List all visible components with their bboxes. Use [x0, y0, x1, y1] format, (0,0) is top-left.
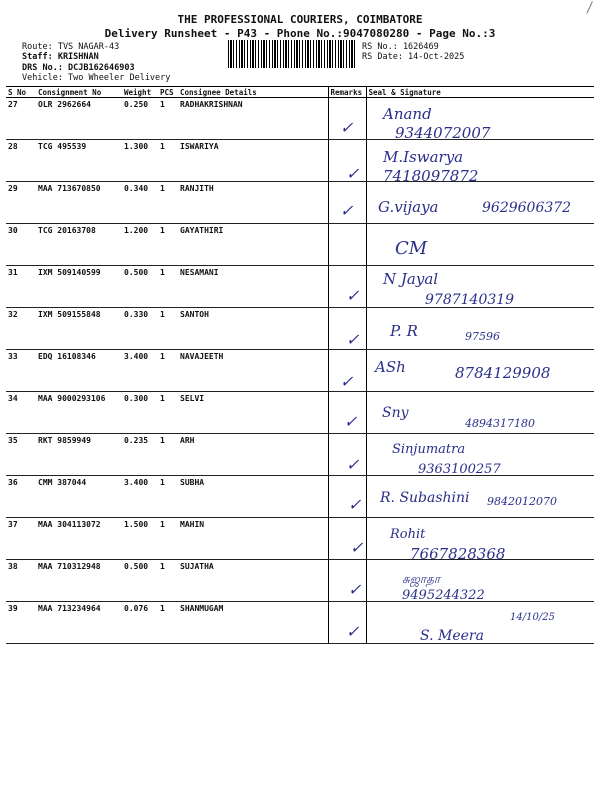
handwriting: Rohit — [390, 527, 426, 542]
weight-value: 0.500 — [122, 266, 158, 308]
weight-value: 0.235 — [122, 434, 158, 476]
company-name: THE PROFESSIONAL COURIERS, COIMBATORE — [177, 13, 423, 26]
tick-mark: ✓ — [348, 495, 362, 514]
consignee-name: SUJATHA — [178, 560, 328, 602]
rs-date: RS Date: 14-Oct-2025 — [362, 52, 465, 62]
tick-mark: ✓ — [346, 455, 360, 474]
weight-value: 1.500 — [122, 518, 158, 560]
handwriting: 97596 — [465, 330, 500, 343]
handwriting: 7418097872 — [383, 167, 479, 185]
col-consignee: Consignee Details — [178, 87, 328, 98]
consignment-number: RKT 9859949 — [36, 434, 122, 476]
consignment-number: MAA 713670850 — [36, 182, 122, 224]
handwriting: ASh — [375, 358, 406, 376]
tick-mark: ✓ — [348, 580, 362, 599]
table-row — [6, 308, 594, 350]
handwriting: Sinjumatra — [392, 442, 466, 457]
consignee-name: NAVAJEETH — [178, 350, 328, 392]
remarks-cell — [328, 224, 366, 266]
weight-value: 3.400 — [122, 350, 158, 392]
table-row — [6, 98, 594, 140]
serial-number: 36 — [6, 476, 36, 518]
serial-number: 27 — [6, 98, 36, 140]
pcs-count: 1 — [158, 434, 178, 476]
barcode — [228, 40, 356, 68]
weight-value: 0.340 — [122, 182, 158, 224]
table-row — [6, 434, 594, 476]
col-weight: Weight — [122, 87, 158, 98]
col-remarks: Remarks — [328, 87, 366, 98]
handwriting: 7667828368 — [410, 545, 506, 563]
handwriting: 9787140319 — [425, 292, 515, 308]
handwriting: 9629606372 — [482, 200, 572, 216]
table-row — [6, 602, 594, 644]
pcs-count: 1 — [158, 140, 178, 182]
consignment-number: TCG 495539 — [36, 140, 122, 182]
tick-mark: ✓ — [340, 372, 354, 391]
vehicle-label: Vehicle: Two Wheeler Delivery — [22, 73, 171, 83]
weight-value: 1.200 — [122, 224, 158, 266]
serial-number: 31 — [6, 266, 36, 308]
handwriting: சுஜாதா — [402, 572, 441, 586]
weight-value: 0.500 — [122, 560, 158, 602]
consignment-number: MAA 304113072 — [36, 518, 122, 560]
handwriting: 9842012070 — [487, 495, 557, 508]
handwriting: CM — [395, 238, 428, 259]
consignee-name: NESAMANI — [178, 266, 328, 308]
handwriting: 4894317180 — [465, 417, 535, 430]
table-header-row — [6, 87, 594, 98]
serial-number: 28 — [6, 140, 36, 182]
handwriting: S. Meera — [420, 628, 484, 644]
drs-number: DRS No.: DCJB162646903 — [22, 63, 135, 73]
consignment-number: IXM 509140599 — [36, 266, 122, 308]
corner-mark: / — [585, 0, 594, 16]
col-sno: S No — [6, 87, 36, 98]
pcs-count: 1 — [158, 98, 178, 140]
consignment-number: MAA 710312948 — [36, 560, 122, 602]
col-signature: Seal & Signature — [366, 87, 594, 98]
pcs-count: 1 — [158, 266, 178, 308]
consignment-number: OLR 2962664 — [36, 98, 122, 140]
weight-value: 0.300 — [122, 392, 158, 434]
tick-mark: ✓ — [344, 412, 358, 431]
handwriting: R. Subashini — [380, 490, 470, 506]
pcs-count: 1 — [158, 602, 178, 644]
consignment-number: EDQ 16108346 — [36, 350, 122, 392]
weight-value: 0.076 — [122, 602, 158, 644]
consignee-name: SELVI — [178, 392, 328, 434]
handwriting: G.vijaya — [378, 198, 439, 216]
tick-mark: ✓ — [346, 286, 360, 305]
consignee-name: RADHAKRISHNAN — [178, 98, 328, 140]
handwriting: 9495244322 — [402, 588, 485, 603]
col-consignment: Consignment No — [36, 87, 122, 98]
consignee-name: SANTOH — [178, 308, 328, 350]
consignee-name: MAHIN — [178, 518, 328, 560]
pcs-count: 1 — [158, 518, 178, 560]
pcs-count: 1 — [158, 308, 178, 350]
handwriting: M.Iswarya — [383, 148, 464, 166]
pcs-count: 1 — [158, 392, 178, 434]
pcs-count: 1 — [158, 224, 178, 266]
consignee-name: SUBHA — [178, 476, 328, 518]
consignment-number: MAA 713234964 — [36, 602, 122, 644]
serial-number: 33 — [6, 350, 36, 392]
handwriting: 14/10/25 — [510, 612, 555, 623]
handwriting: 9363100257 — [418, 462, 501, 477]
weight-value: 3.400 — [122, 476, 158, 518]
consignee-name: ARH — [178, 434, 328, 476]
serial-number: 34 — [6, 392, 36, 434]
table-row — [6, 518, 594, 560]
tick-mark: ✓ — [346, 164, 360, 183]
serial-number: 29 — [6, 182, 36, 224]
handwriting: Anand — [383, 105, 432, 123]
handwriting: Sny — [382, 405, 409, 421]
route-label: Route: TVS NAGAR-43 — [22, 42, 120, 52]
tick-mark: ✓ — [350, 538, 364, 557]
runsheet-subtitle: Delivery Runsheet - P43 - Phone No.:9047080280 - Page No.:3 — [104, 27, 496, 40]
serial-number: 32 — [6, 308, 36, 350]
tick-mark: ✓ — [340, 201, 354, 220]
staff-label: Staff: KRISHNAN — [22, 52, 99, 62]
pcs-count: 1 — [158, 476, 178, 518]
weight-value: 0.330 — [122, 308, 158, 350]
consignment-number: MAA 9000293106 — [36, 392, 122, 434]
table-row — [6, 224, 594, 266]
rs-number: RS No.: 1626469 — [362, 42, 439, 52]
consignee-name: GAYATHIRI — [178, 224, 328, 266]
table-row — [6, 140, 594, 182]
consignment-number: TCG 20163708 — [36, 224, 122, 266]
pcs-count: 1 — [158, 560, 178, 602]
tick-mark: ✓ — [340, 118, 354, 137]
tick-mark: ✓ — [346, 622, 360, 641]
handwriting: P. R — [390, 322, 418, 340]
serial-number: 35 — [6, 434, 36, 476]
consignment-number: CMM 387044 — [36, 476, 122, 518]
serial-number: 39 — [6, 602, 36, 644]
pcs-count: 1 — [158, 182, 178, 224]
consignment-number: IXM 509155848 — [36, 308, 122, 350]
col-pcs: PCS — [158, 87, 178, 98]
handwriting: N Jayal — [383, 270, 439, 288]
table-row — [6, 560, 594, 602]
consignee-name: RANJITH — [178, 182, 328, 224]
handwriting: 8784129908 — [455, 364, 551, 382]
serial-number: 38 — [6, 560, 36, 602]
weight-value: 1.300 — [122, 140, 158, 182]
pcs-count: 1 — [158, 350, 178, 392]
handwriting: 9344072007 — [395, 124, 491, 142]
consignee-name: SHANMUGAM — [178, 602, 328, 644]
serial-number: 37 — [6, 518, 36, 560]
serial-number: 30 — [6, 224, 36, 266]
tick-mark: ✓ — [346, 330, 360, 349]
weight-value: 0.250 — [122, 98, 158, 140]
consignee-name: ISWARIYA — [178, 140, 328, 182]
